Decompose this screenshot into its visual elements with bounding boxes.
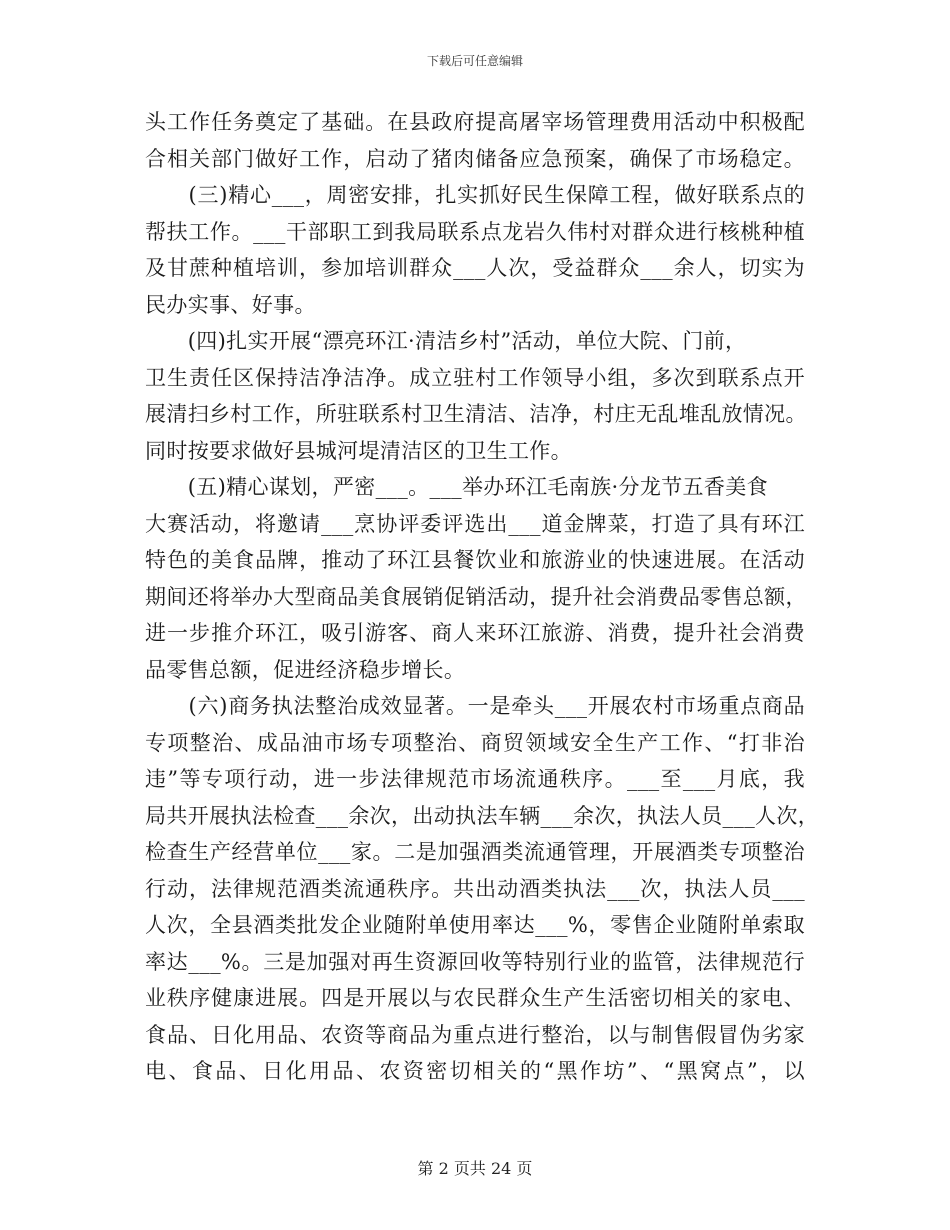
text-line: 违”等专项行动，进一步法律规范市场流通秩序。___至___月底，我 (145, 767, 805, 791)
text-line: 业秩序健康进展。四是开展以与农民群众生产生活密切相关的家电、 (145, 986, 805, 1010)
text-line: 民办实事、好事。 (145, 292, 316, 317)
text-line: 展清扫乡村工作，所驻联系村卫生清洁、洁净，村庄无乱堆乱放情况。 (145, 402, 807, 426)
text-line: (四)扎实开展“漂亮环江·清洁乡村”活动，单位大院、门前， (145, 329, 747, 353)
text-line: 特色的美食品牌，推动了环江县餐饮业和旅游业的快速进展。在活动 (145, 548, 805, 572)
text-line: 大赛活动，将邀请___烹协评委评选出___道金牌菜，打造了具有环江 (145, 511, 805, 536)
text-line: 检查生产经营单位___家。二是加强酒类流通管理，开展酒类专项整治 (145, 840, 805, 864)
text-line: 食品、日化用品、农资等商品为重点进行整治，以与制售假冒伪劣家 (145, 1022, 805, 1047)
text-line: (五)精心谋划，严密___。___举办环江毛南族·分龙节五香美食 (145, 475, 768, 499)
page-number-footer: 第 2 页共 24 页 (417, 1159, 533, 1178)
text-line: 人次，全县酒类批发企业随附单使用率达___%，零售企业随附单索取 (145, 913, 805, 937)
text-line: 同时按要求做好县城河堤清洁区的卫生工作。 (145, 438, 572, 463)
text-line: 行动，法律规范酒类流通秩序。共出动酒类执法___次，执法人员___ (145, 876, 805, 901)
text-line: 卫生责任区保持洁净洁净。成立驻村工作领导小组，多次到联系点开 (145, 365, 805, 390)
text-line: 品零售总额，促进经济稳步增长。 (145, 657, 466, 682)
text-line: 率达___%。三是加强对再生资源回收等特别行业的监管，法律规范行 (145, 949, 805, 974)
text-line: 及甘蔗种植培训，参加培训群众___人次，受益群众___余人，切实为 (145, 256, 805, 280)
text-line: 帮扶工作。___干部职工到我局联系点龙岩久伟村对群众进行核桃种植 (145, 219, 805, 244)
text-line: 期间还将举办大型商品美食展销促销活动，提升社会消费品零售总额， (145, 584, 807, 609)
document-body (145, 104, 820, 1090)
text-line: 局共开展执法检查___余次，出动执法车辆___余次，执法人员___人次， (145, 803, 820, 828)
text-line: 电、食品、日化用品、农资密切相关的“黑作坊”、“黑窝点”，以 (145, 1059, 805, 1083)
text-line: 头工作任务奠定了基础。在县政府提高屠宰场管理费用活动中积极配 (145, 110, 805, 134)
text-line: 专项整治、成品油市场专项整治、商贸领域安全生产工作、“打非治 (145, 730, 805, 755)
text-line: 进一步推介环江，吸引游客、商人来环江旅游、消费，提升社会消费 (145, 621, 805, 645)
text-line: (三)精心___，周密安排，扎实抓好民生保障工程，做好联系点的 (145, 183, 805, 207)
text-line: 合相关部门做好工作，启动了猪肉储备应急预案，确保了市场稳定。 (145, 146, 805, 171)
page-header-note: 下载后可任意编辑 (426, 54, 523, 68)
text-line: (六)商务执法整治成效显著。一是牵头___开展农村市场重点商品 (145, 694, 805, 718)
